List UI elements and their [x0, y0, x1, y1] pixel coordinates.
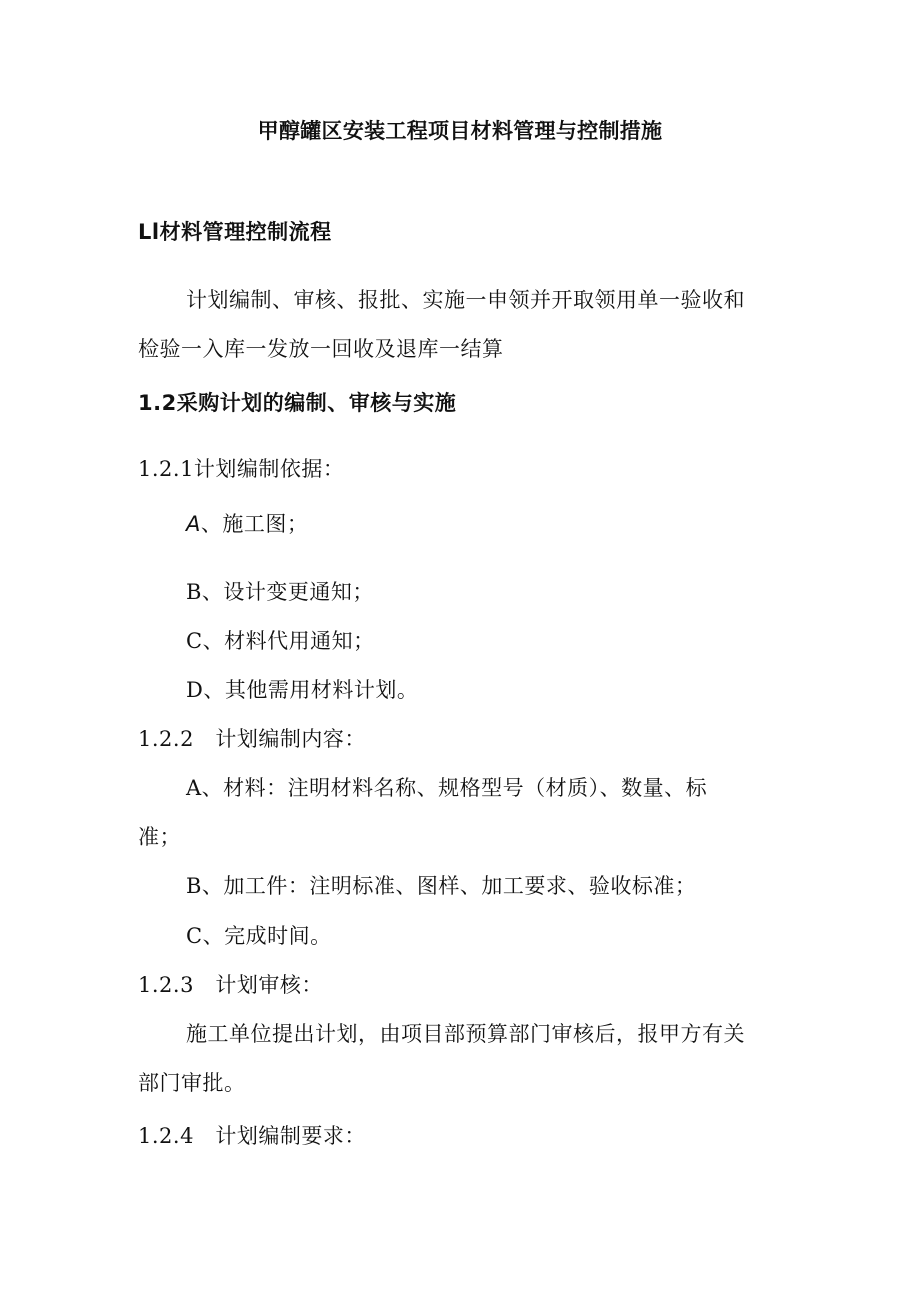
content-item-a-line-1: A、材料：注明材料名称、规格型号（材质）、数量、标: [186, 776, 708, 800]
list-item-b-design-change: B、设计变更通知；: [186, 580, 374, 604]
list-item-c-substitution: C、材料代用通知；: [186, 629, 375, 653]
section-heading-1-2: 1.2采购计划的编制、审核与实施: [138, 391, 457, 415]
list-item-a-letter: A: [186, 512, 201, 536]
subsection-heading-1-2-3: 1.2.3 计划审核：: [138, 973, 323, 997]
document-title: 甲醇罐区安装工程项目材料管理与控制措施: [257, 119, 663, 143]
list-item-a-drawings: [186, 510, 308, 538]
content-item-c: C、完成时间。: [186, 924, 332, 948]
list-item-d-other: D、其他需用材料计划。: [186, 678, 419, 702]
content-item-a-line-2: 准；: [138, 825, 181, 849]
section-heading-1-1: Ll材料管理控制流程: [138, 220, 332, 244]
review-paragraph-line-2: 部门审批。: [138, 1071, 246, 1095]
content-item-b: B、加工件：注明标准、图样、加工要求、验收标准；: [186, 874, 697, 898]
review-paragraph-line-1: 施工单位提出计划，由项目部预算部门审核后，报甲方有关: [186, 1022, 745, 1046]
flow-paragraph-line-1: 计划编制、审核、报批、实施一申领并开取领用单一验收和: [186, 288, 745, 312]
subsection-heading-1-2-1: 1.2.1计划编制依据：: [138, 457, 345, 481]
subsection-heading-1-2-4: 1.2.4 计划编制要求：: [138, 1124, 366, 1148]
flow-paragraph-line-2: 检验一入库一发放一回收及退库一结算: [138, 337, 504, 361]
subsection-heading-1-2-2: 1.2.2 计划编制内容：: [138, 727, 366, 751]
list-item-a-text: 、施工图；: [200, 512, 309, 536]
